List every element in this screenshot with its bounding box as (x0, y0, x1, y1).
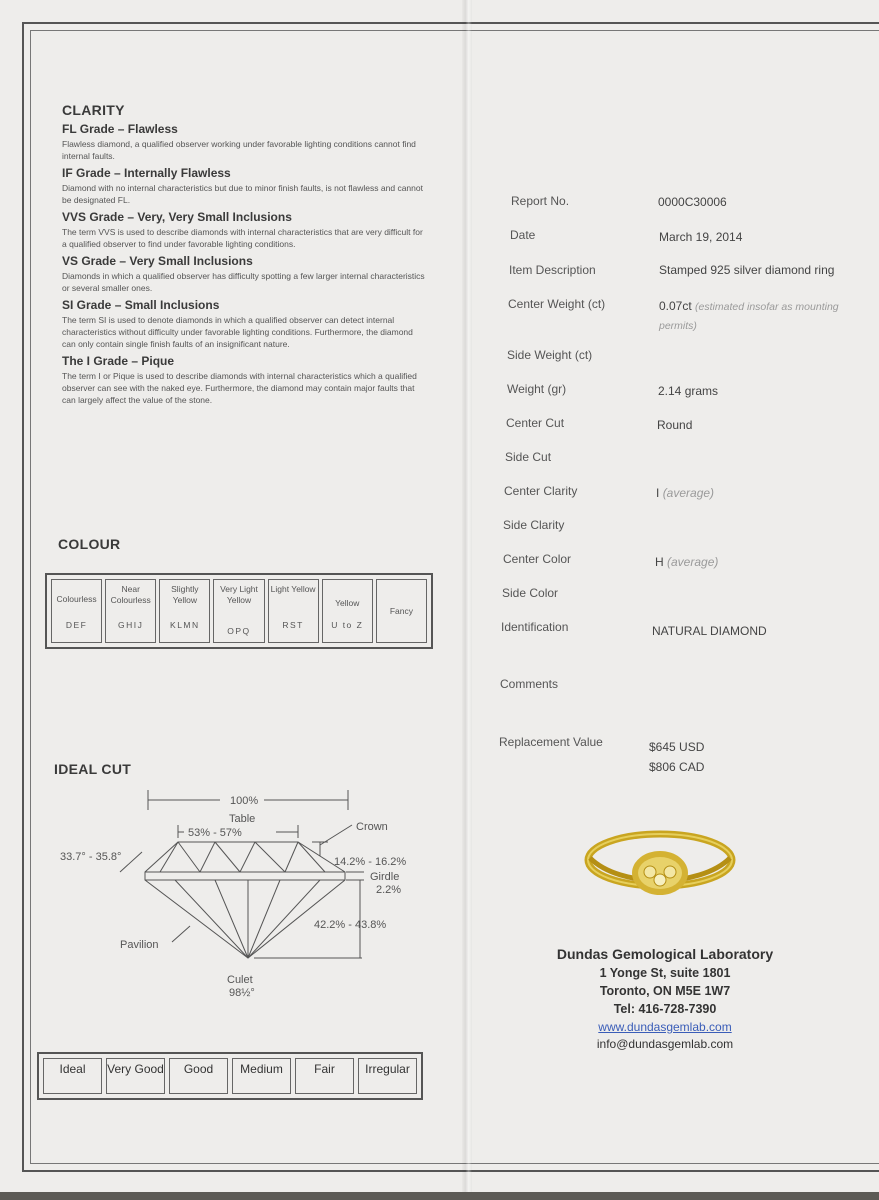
colour-label: Fancy (389, 606, 413, 616)
colour-grades: OPQ (227, 626, 251, 636)
center-color-value (655, 555, 718, 569)
grade-title: FL Grade – Flawless (62, 122, 178, 136)
clarity-grade-fl (62, 122, 432, 162)
colour-cell (376, 579, 427, 643)
center-color-note: (average) (667, 555, 719, 569)
colour-grades: DEF (65, 620, 88, 630)
center-cut-label: Center Cut (506, 416, 565, 430)
ideal-cut-heading: IDEAL CUT (54, 761, 132, 777)
item-description-value: Stamped 925 silver diamond ring (659, 263, 835, 277)
culet-value: 98½° (229, 987, 255, 999)
clarity-section (62, 102, 432, 408)
lab-address-1: 1 Yonge St, suite 1801 (599, 966, 731, 980)
grade-title: VVS Grade – Very, Very Small Inclusions (62, 210, 292, 224)
grade-description: Flawless diamond, a qualified observer working under favorable lighting conditions cannot find internal faults. (62, 139, 416, 161)
side-cut-label: Side Cut (505, 450, 552, 464)
colour-grades: RST (282, 620, 304, 630)
replacement-usd: $645 USD (649, 740, 705, 754)
clarity-grade-if (62, 166, 432, 206)
lab-address-2: Toronto, ON M5E 1W7 (599, 984, 731, 998)
item-description-label: Item Description (509, 263, 596, 277)
colour-label: Slightly Yellow (171, 584, 199, 605)
width-label: 100% (230, 795, 259, 807)
center-color-grade: H (655, 555, 664, 569)
ring-photo (580, 818, 740, 908)
center-weight-value (659, 297, 859, 335)
lab-email: info@dundasgemlab.com (596, 1037, 734, 1051)
lab-website-link[interactable]: www.dundasgemlab.com (598, 1020, 732, 1034)
grade-title: The I Grade – Pique (62, 354, 175, 368)
grade-description: The term I or Pique is used to describe diamonds with internal characteristics which a qualified observer can see with the naked eye. Furthermore, the diamond may contain major faults that can largely affect the value of the stone. (62, 371, 417, 405)
table-range: 53% - 57% (188, 827, 242, 839)
cut-grade-cell: Good (169, 1058, 228, 1094)
colour-label: Colourless (56, 594, 97, 604)
side-weight-label: Side Weight (ct) (507, 348, 593, 362)
cut-grade-cell: Irregular (358, 1058, 417, 1094)
cut-grade-cell: Very Good (106, 1058, 165, 1094)
center-clarity-grade: I (656, 486, 660, 500)
colour-label: Light Yellow (270, 584, 316, 594)
colour-label: Yellow (335, 598, 360, 608)
weight-label: Weight (gr) (507, 382, 567, 396)
identification-label: Identification (501, 620, 569, 634)
pavilion-depth: 42.2% - 43.8% (314, 919, 387, 931)
cut-grade-cell: Ideal (43, 1058, 102, 1094)
grade-title: SI Grade – Small Inclusions (62, 298, 220, 312)
lab-phone: Tel: 416-728-7390 (613, 1002, 717, 1016)
colour-cell (322, 579, 373, 643)
colour-cell (213, 579, 264, 643)
replacement-cad: $806 CAD (649, 760, 705, 774)
center-clarity-label: Center Clarity (504, 484, 578, 498)
table-label: Table (229, 813, 256, 825)
cut-grade-cell: Fair (295, 1058, 354, 1094)
comments-label: Comments (500, 677, 559, 691)
identification-value: NATURAL DIAMOND (652, 624, 767, 638)
clarity-grade-i (62, 354, 432, 406)
cut-grade-cell: Medium (232, 1058, 291, 1094)
weight-value: 2.14 grams (658, 384, 719, 398)
grade-description: Diamonds in which a qualified observer has difficulty spotting a few larger internal characteristics or several smaller ones. (62, 271, 425, 293)
date-label: Date (510, 228, 536, 242)
replacement-value (649, 737, 704, 777)
page-fold (462, 0, 472, 1192)
colour-cell (51, 579, 102, 643)
colour-scale-table (45, 573, 433, 649)
lab-contact (520, 946, 810, 1051)
report-no-label: Report No. (511, 194, 570, 208)
colour-cell (159, 579, 210, 643)
grade-description: The term VVS is used to describe diamonds with internal characteristics that are very difficult for a qualified observer to find under favorable lighting conditions. (62, 227, 423, 249)
grade-title: IF Grade – Internally Flawless (62, 166, 231, 180)
center-color-label: Center Color (503, 552, 572, 566)
report-no-value: 0000C30006 (658, 195, 727, 209)
side-clarity-label: Side Clarity (503, 518, 565, 532)
grade-title: VS Grade – Very Small Inclusions (62, 254, 253, 268)
grade-description: Diamond with no internal characteristics but due to minor finish faults, is not flawless and cannot be designated FL. (62, 183, 423, 205)
pavilion-label: Pavilion (120, 939, 159, 951)
girdle-value: 2.2% (376, 884, 402, 896)
center-weight-amount: 0.07ct (659, 299, 692, 313)
date-value: March 19, 2014 (659, 230, 743, 244)
crown-height: 14.2% - 16.2% (334, 856, 407, 868)
colour-label: Very Light Yellow (220, 584, 258, 605)
grade-description: The term SI is used to denote diamonds in which a qualified observer can detect internal characteristics without difficulty under favorable lighting conditions. Furthermore, the diamond can only contain single finish faults of an insignificant nature. (62, 315, 413, 349)
center-cut-value: Round (657, 418, 693, 432)
center-clarity-note: (average) (662, 486, 715, 500)
center-weight-note: (estimated insofar as mounting permits) (659, 301, 839, 332)
lab-name: Dundas Gemological Laboratory (556, 946, 774, 962)
clarity-grade-si (62, 298, 432, 350)
colour-grades: GHIJ (118, 620, 144, 630)
crown-angle: 33.7° - 35.8° (60, 851, 122, 863)
cut-grade-table (37, 1052, 423, 1100)
center-weight-label: Center Weight (ct) (508, 297, 606, 311)
colour-grades: KLMN (170, 620, 200, 630)
colour-cell (105, 579, 156, 643)
diamond-proportions-diagram (40, 780, 440, 1010)
side-color-label: Side Color (502, 586, 559, 600)
colour-grades: U to Z (331, 620, 364, 630)
center-clarity-value (656, 486, 714, 500)
clarity-grade-vs (62, 254, 432, 294)
girdle-label: Girdle (370, 871, 400, 883)
colour-heading: COLOUR (58, 536, 121, 552)
culet-label: Culet (227, 974, 253, 986)
crown-label: Crown (356, 821, 388, 833)
clarity-heading: CLARITY (62, 102, 125, 118)
replacement-value-label: Replacement Value (499, 735, 603, 749)
clarity-grade-vvs (62, 210, 432, 250)
colour-label: Near Colourless (110, 584, 151, 605)
colour-cell (268, 579, 319, 643)
